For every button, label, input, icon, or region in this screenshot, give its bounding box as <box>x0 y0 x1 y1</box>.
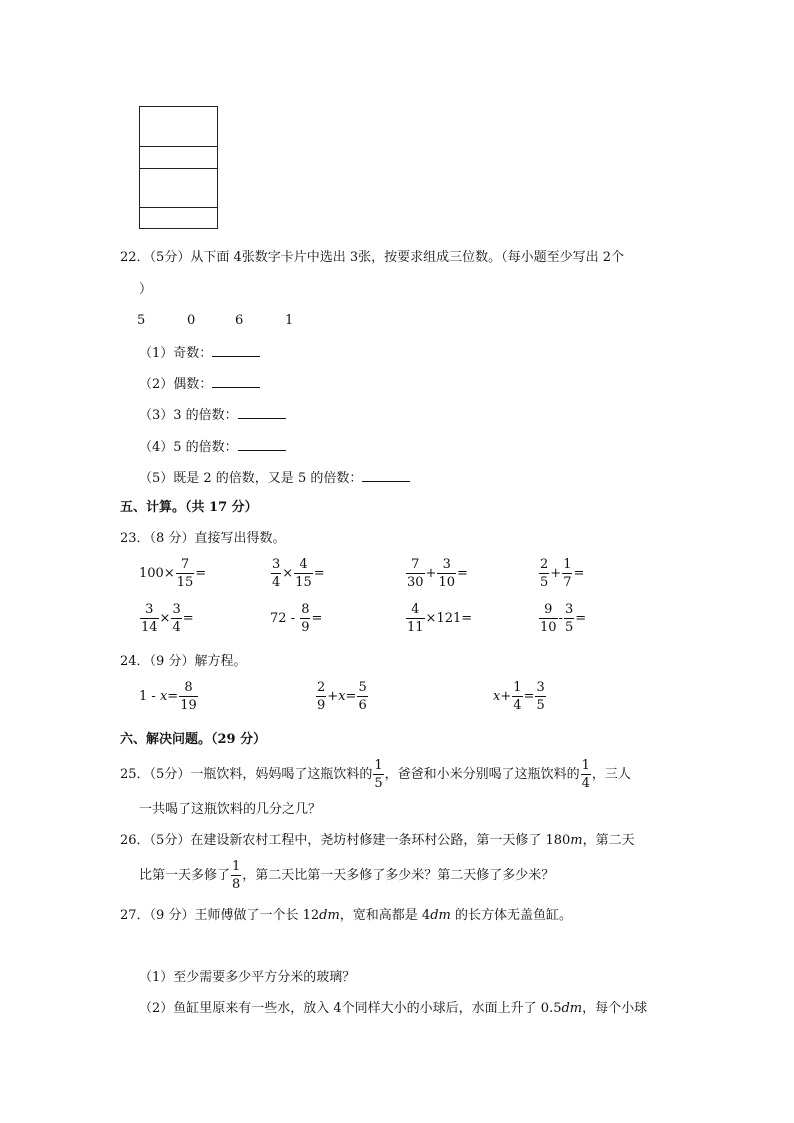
q24-equation-3 <box>493 681 547 712</box>
unit: dm <box>561 1001 583 1016</box>
fraction: $\frac{1}{4}$ <box>513 680 522 713</box>
answer-blank[interactable] <box>212 376 260 388</box>
fraction: $\frac{1}{5}$ <box>374 758 383 791</box>
question-text: ，爸爸和小米分别喝了这瓶饮料的 <box>384 767 580 782</box>
operator: × <box>282 566 294 581</box>
expr-text: 1 - <box>139 689 160 704</box>
operator: + <box>550 566 562 581</box>
q25-line2: 一共喝了这瓶饮料的几分之几？ <box>139 802 322 817</box>
net-divider <box>140 207 217 208</box>
answer-blank[interactable] <box>238 439 286 451</box>
section-6-title: 六、解决问题。（29 分） <box>120 732 267 747</box>
q23-expr-2 <box>270 558 325 589</box>
expr-text: 72 - <box>270 611 300 626</box>
q27-item2 <box>139 1002 647 1015</box>
fraction: $\frac{3}{5}$ <box>564 602 574 635</box>
q23-expr-5 <box>139 603 194 634</box>
digit-card: 0 <box>187 313 196 328</box>
expr-text: ×121= <box>425 611 473 626</box>
fraction: $\frac{3}{10}$ <box>438 557 455 590</box>
fraction: $\frac{8}{19}$ <box>180 680 197 713</box>
fraction: $\frac{4}{11}$ <box>407 602 424 635</box>
section-5-title: 五、计算。（共 17 分） <box>120 500 258 515</box>
q25-line1 <box>120 759 631 790</box>
fraction: $\frac{3}{5}$ <box>536 680 545 713</box>
question-text: ，三人 <box>591 767 631 782</box>
fraction: $\frac{1}{4}$ <box>581 758 590 791</box>
q22-item-mult2-and-5 <box>139 470 410 485</box>
q23-expr-1 <box>139 558 206 589</box>
operator: × <box>159 611 171 626</box>
q23-expr-7 <box>405 603 472 634</box>
q22-item-mult5 <box>139 439 286 454</box>
net-divider <box>140 168 217 169</box>
answer-blank[interactable] <box>238 407 286 419</box>
digit-card: 1 <box>285 313 294 328</box>
q24-title: 24．（9 分）解方程。 <box>120 654 247 669</box>
q22-item-label: （4）5 的倍数： <box>139 440 238 455</box>
fraction: $\frac{1}{7}$ <box>563 557 572 590</box>
operator: + <box>425 566 437 581</box>
fraction: $\frac{2}{5}$ <box>540 557 549 590</box>
digit-card: 5 <box>137 313 146 328</box>
expr-text: = <box>311 611 323 626</box>
q23-expr-8 <box>538 603 586 634</box>
question-text: ，每个小球 <box>582 1001 648 1016</box>
q24-equation-1 <box>139 681 199 712</box>
variable: x <box>338 689 346 704</box>
question-text: 25．（5分）一瓶饮料，妈妈喝了这瓶饮料的 <box>120 767 373 782</box>
operator: + <box>500 689 512 704</box>
unit: dm <box>319 908 340 923</box>
q26-line2 <box>139 860 554 891</box>
answer-blank[interactable] <box>212 345 260 357</box>
q23-expr-4 <box>538 558 584 589</box>
expr-text: = <box>313 566 325 581</box>
expr-text: 100× <box>139 566 175 581</box>
q27-item1: （1）至少需要多少平方分米的玻璃？ <box>139 970 356 985</box>
expr-text: = <box>195 566 207 581</box>
question-text: （2）鱼缸里原来有一些水，放入 4个同样大小的小球后，水面上升了 0.5 <box>139 1001 562 1016</box>
q23-expr-6 <box>270 603 322 634</box>
q22-item-label: （3）3 的倍数： <box>139 408 238 423</box>
q23-title: 23．（8 分）直接写出得数。 <box>120 531 286 546</box>
fraction: $\frac{3}{4}$ <box>272 557 281 590</box>
question-text: 比第一天多修了 <box>139 868 231 883</box>
operator: - <box>558 611 563 626</box>
fraction: $\frac{3}{4}$ <box>172 602 181 635</box>
expr-text: = <box>457 566 468 581</box>
operator: = <box>167 689 179 704</box>
unit: m <box>570 833 583 848</box>
operator: = <box>345 689 357 704</box>
variable: x <box>493 689 501 704</box>
q22-line2: ） <box>139 282 153 297</box>
variable: x <box>159 689 168 704</box>
q22-item-label: （1）奇数： <box>139 346 213 361</box>
q22-item-label: （5）既是 2 的倍数，又是 5 的倍数： <box>139 471 363 486</box>
net-divider <box>140 146 217 147</box>
question-text: ，第二天 <box>582 833 635 848</box>
fraction: $\frac{3}{14}$ <box>141 602 158 635</box>
fraction: $\frac{5}{6}$ <box>358 680 367 713</box>
question-text: ，宽和高都是 4 <box>339 908 431 923</box>
fraction: $\frac{1}{8}$ <box>232 859 241 892</box>
question-text: 的长方体无盖鱼缸。 <box>450 908 572 923</box>
expr-text: = <box>575 611 587 626</box>
question-text: ，第二天比第一天多修了多少米？第二天修了多少米？ <box>242 868 555 883</box>
expr-text: = <box>573 566 585 581</box>
q22-line1: 22．（5分）从下面 4张数字卡片中选出 3张，按要求组成三位数。（每小题至少写出 2个 <box>120 250 625 265</box>
operator: = <box>523 689 535 704</box>
q23-expr-3 <box>405 558 468 589</box>
q24-equation-2 <box>315 681 369 712</box>
expr-text: = <box>182 611 194 626</box>
q22-item-odd <box>139 345 260 360</box>
q22-item-mult3 <box>139 407 286 422</box>
unit: dm <box>430 908 451 923</box>
cuboid-net-figure <box>139 106 218 229</box>
fraction: $\frac{9}{10}$ <box>540 602 557 635</box>
q27-line1 <box>120 909 572 922</box>
fraction: $\frac{2}{9}$ <box>317 680 326 713</box>
q22-item-label: （2）偶数： <box>139 377 213 392</box>
digit-card: 6 <box>235 313 244 328</box>
question-text: 26．（5分）在建设新农村工程中，尧坊村修建一条环村公路，第一天修了 180 <box>120 833 571 848</box>
fraction: $\frac{4}{15}$ <box>295 557 312 590</box>
fraction: $\frac{7}{30}$ <box>407 557 424 590</box>
question-text: 27．（9 分）王师傅做了一个长 12 <box>120 908 320 923</box>
q22-item-even <box>139 376 260 391</box>
answer-blank[interactable] <box>362 470 410 482</box>
fraction: $\frac{7}{15}$ <box>176 557 194 590</box>
operator: + <box>327 689 339 704</box>
fraction: $\frac{8}{9}$ <box>301 602 310 635</box>
q26-line1 <box>120 834 635 847</box>
